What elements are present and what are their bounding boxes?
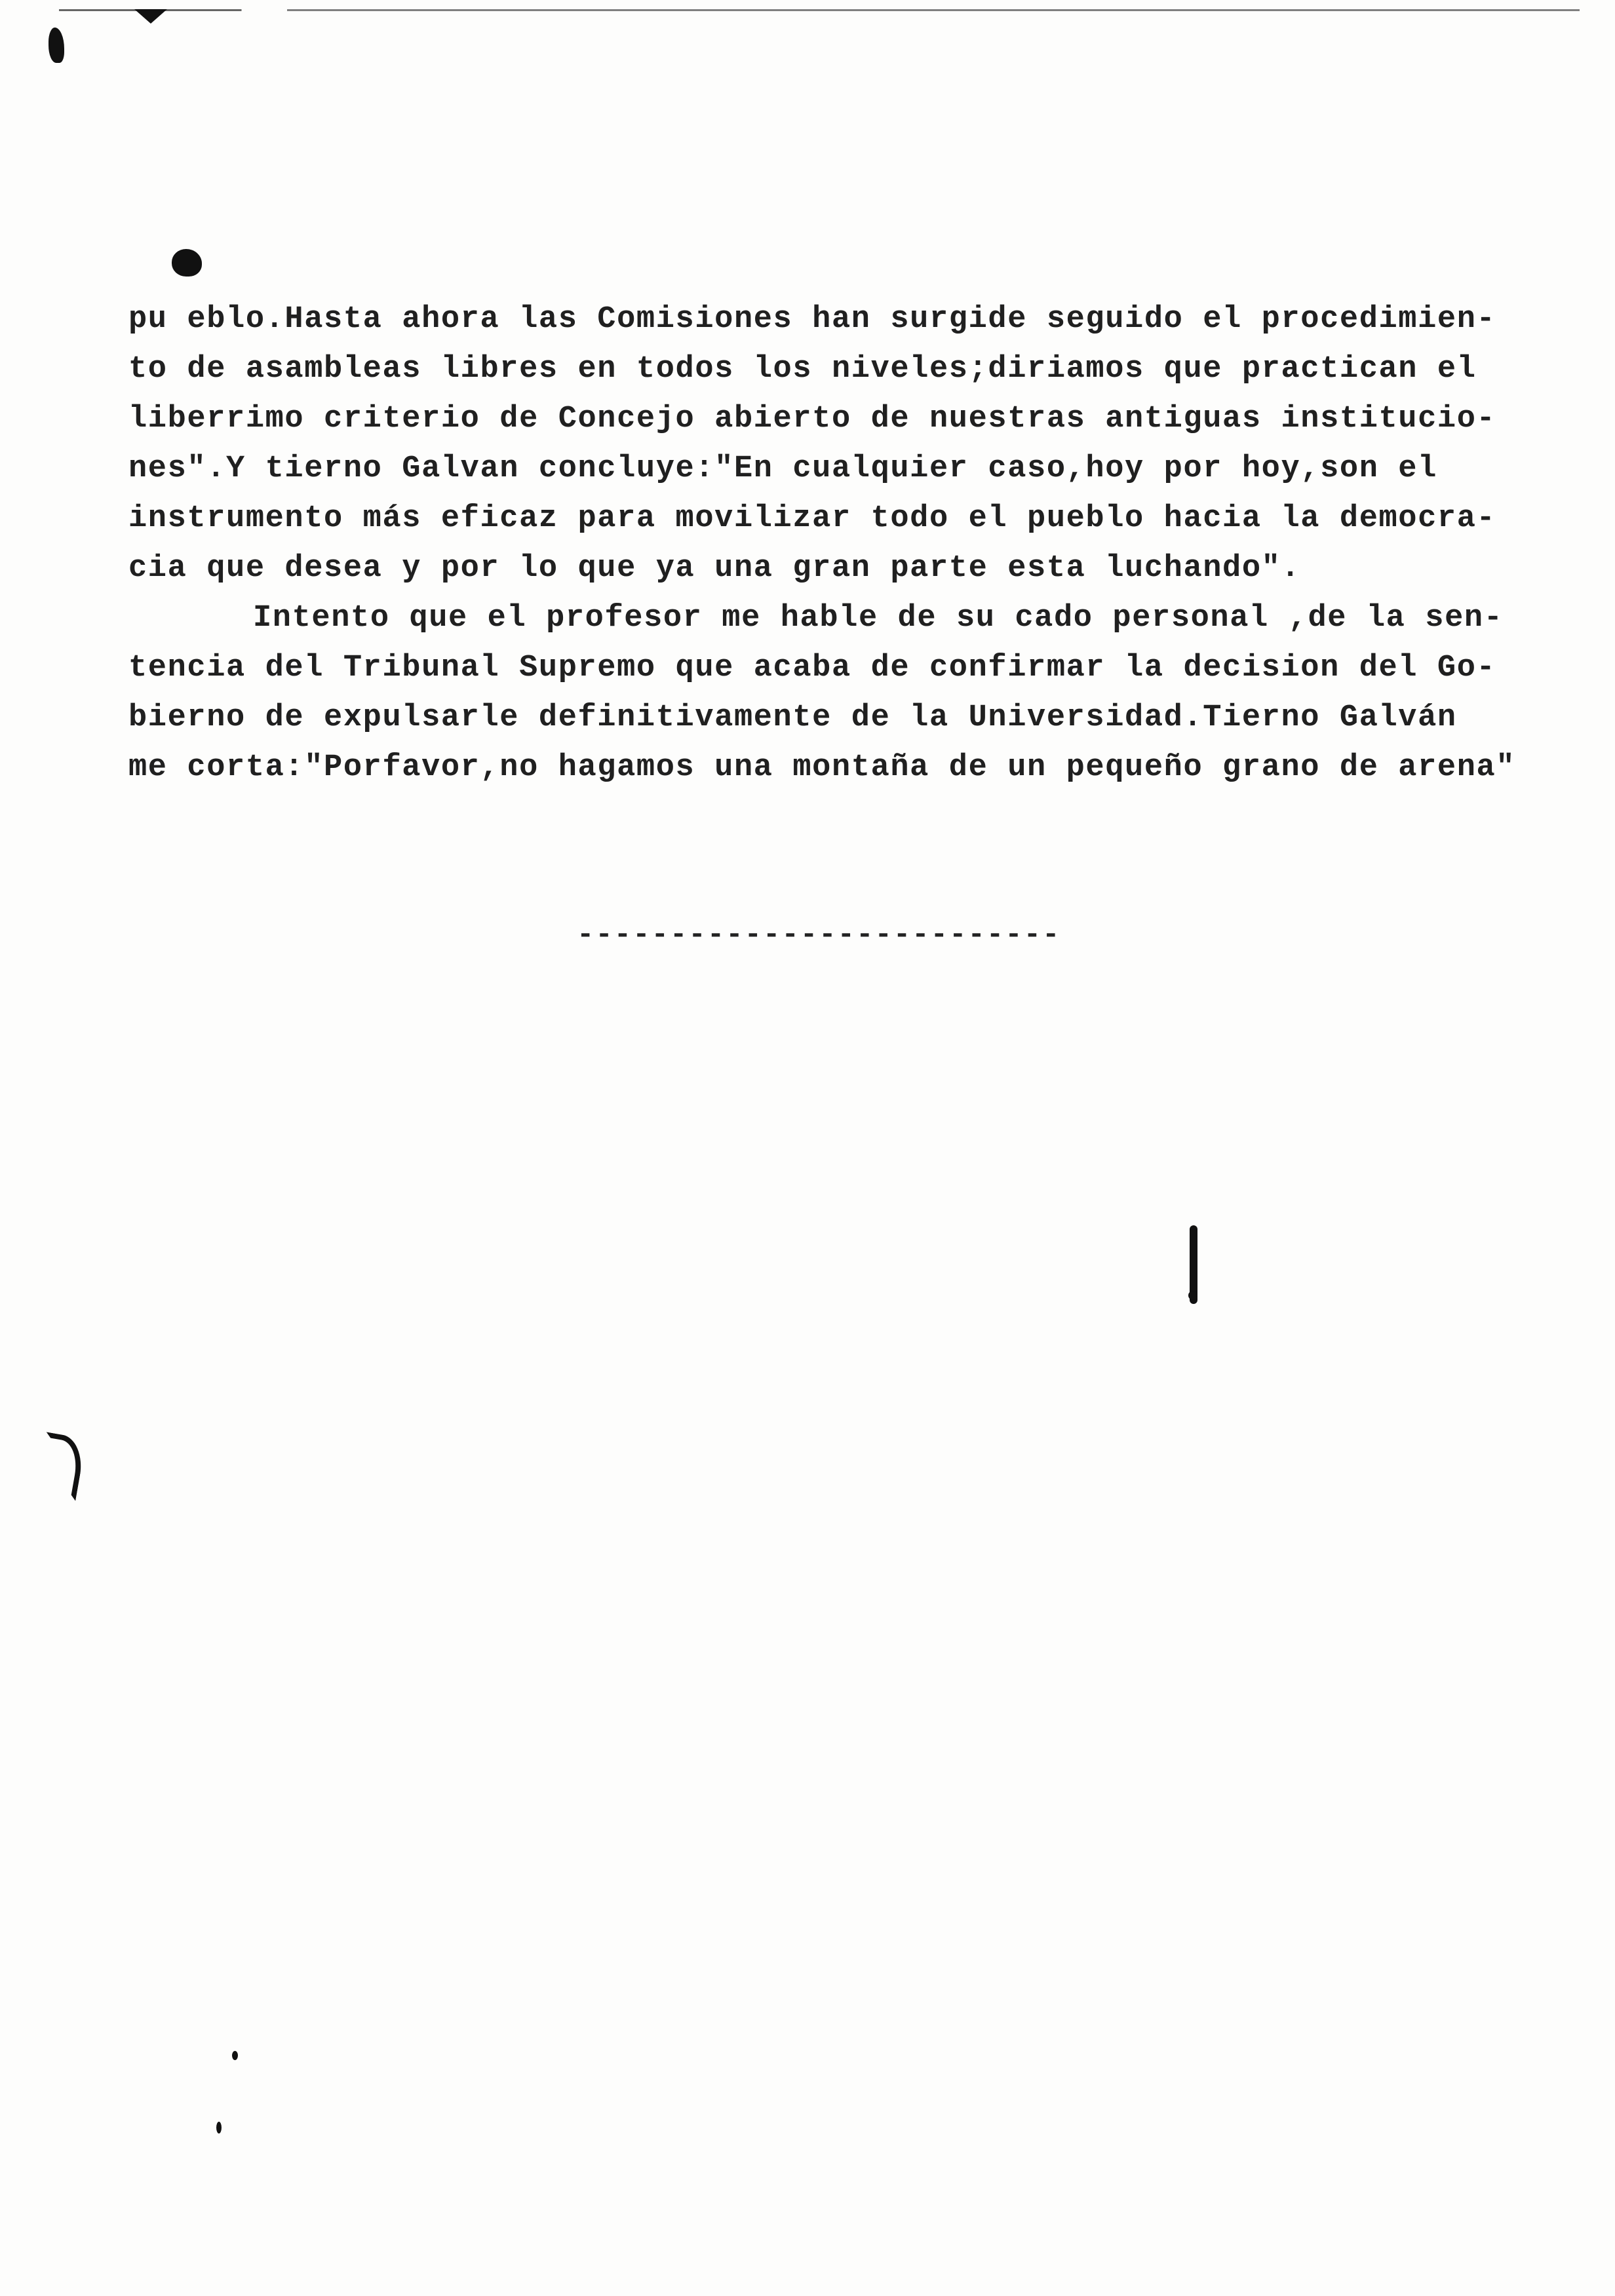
text-line: me corta:"Porfavor,no hagamos una montaña de un pequeño grano de arena"	[128, 750, 1516, 785]
text-line: liberrimo criterio de Concejo abierto de nuestras antiguas institucio-	[128, 402, 1496, 436]
text-line: to de asambleas libres en todos los niveles;diriamos que practican el	[128, 352, 1477, 387]
body-text	[128, 295, 1557, 793]
section-separator: --------------------------	[577, 919, 1061, 951]
text-line: instrumento más eficaz para movilizar todo el pueblo hacia la democra-	[128, 501, 1496, 536]
ink-speck	[216, 2122, 222, 2133]
text-line: tencia del Tribunal Supremo que acaba de confirmar la decision del Go-	[128, 651, 1496, 685]
text-line: cia que desea y por lo que ya una gran parte esta luchando".	[128, 551, 1301, 586]
ink-speck	[232, 2051, 238, 2060]
ink-blot	[172, 249, 202, 277]
ink-dot	[1188, 1291, 1197, 1300]
text-line: pu eblo.Hasta ahora las Comisiones han surgide seguido el procedimien-	[128, 302, 1496, 337]
ink-mark-top	[134, 9, 167, 24]
ink-mark-top-left	[49, 28, 64, 63]
text-line: Intento que el profesor me hable de su cado personal ,de la sen-	[253, 601, 1504, 636]
scan-edge-line	[59, 9, 1580, 11]
ink-hook-mark	[35, 1432, 87, 1501]
text-line: nes".Y tierno Galvan concluye:"En cualquier caso,hoy por hoy,son el	[128, 451, 1437, 486]
text-line: bierno de expulsarle definitivamente de la Universidad.Tierno Galván	[128, 700, 1457, 735]
